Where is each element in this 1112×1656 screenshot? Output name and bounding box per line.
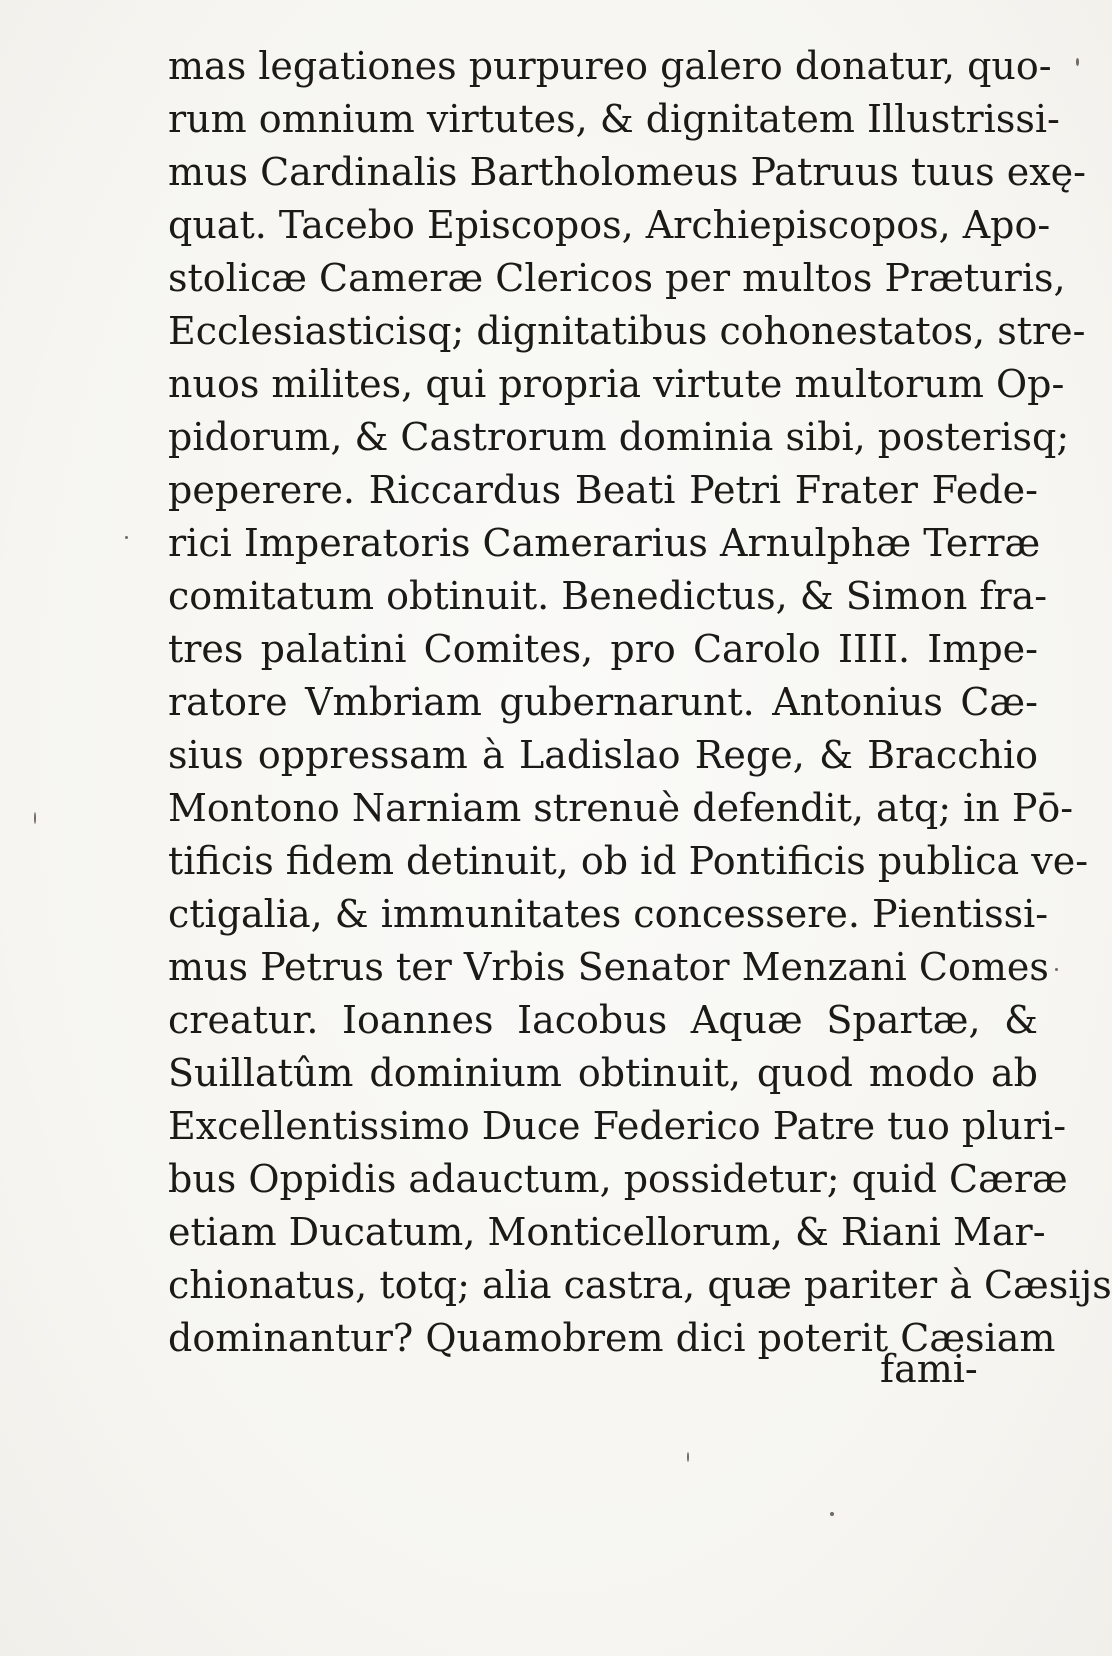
paper-speck xyxy=(830,1512,834,1516)
text-line: comitatum obtinuit. Benedictus, & Simon fra- xyxy=(168,574,1048,618)
text-line: mus Cardinalis Bartholomeus Patruus tuus exę- xyxy=(168,150,1086,194)
text-line: chionatus, totq; alia castra, quæ pariter à Cæsijs xyxy=(168,1263,1112,1307)
text-line: creatur. Ioannes Iacobus Aquæ Spartæ, & xyxy=(168,998,1038,1042)
text-line: nuos milites, qui propria virtute multorum Op- xyxy=(168,362,1065,406)
text-line: Excellentissimo Duce Federico Patre tuo pluri- xyxy=(168,1104,1067,1148)
text-line: bus Oppidis adauctum, possidetur; quid Cæræ xyxy=(168,1157,1068,1201)
text-line: Ecclesiasticisq; dignitatibus cohonestatos, stre- xyxy=(168,309,1086,353)
text-line: stolicæ Cameræ Clericos per multos Præturis, xyxy=(168,256,1066,300)
text-line: sius oppressam à Ladislao Rege, & Bracchio xyxy=(168,733,1038,777)
text-line: rici Imperatoris Camerarius Arnulphæ Terræ xyxy=(168,521,1041,565)
text-line: quat. Tacebo Episcopos, Archiepiscopos, Apo- xyxy=(168,203,1051,247)
text-line: tificis fidem detinuit, ob id Pontificis publica ve- xyxy=(168,839,1089,883)
body-text xyxy=(168,40,1112,1365)
catchword: fami- xyxy=(880,1347,978,1391)
text-line: dominantur? Quamobrem dici poterit Cæsiam xyxy=(168,1316,1056,1360)
text-line: mus Petrus ter Vrbis Senator Menzani Comes xyxy=(168,945,1049,989)
text-line: Suillatûm dominium obtinuit, quod modo ab xyxy=(168,1051,1038,1095)
text-line: rum omnium virtutes, & dignitatem Illustrissi- xyxy=(168,97,1060,141)
text-line: peperere. Riccardus Beati Petri Frater Fede- xyxy=(168,468,1038,512)
text-line: ratore Vmbriam gubernarunt. Antonius Cæ- xyxy=(168,680,1038,724)
paper-speck xyxy=(1076,58,1079,66)
text-line: etiam Ducatum, Monticellorum, & Riani Mar- xyxy=(168,1210,1046,1254)
text-line: mas legationes purpureo galero donatur, quo- xyxy=(168,44,1052,88)
text-line: pidorum, & Castrorum dominia sibi, posterisq; xyxy=(168,415,1070,459)
text-line: tres palatini Comites, pro Carolo IIII. Impe- xyxy=(168,627,1038,671)
paper-speck xyxy=(125,536,128,539)
paper-speck xyxy=(1055,968,1058,971)
paper-speck xyxy=(687,1452,689,1462)
text-line: Montono Narniam strenuè defendit, atq; in Pō- xyxy=(168,786,1074,830)
text-line: ctigalia, & immunitates concessere. Pientissi- xyxy=(168,892,1049,936)
paper-speck xyxy=(34,812,36,824)
